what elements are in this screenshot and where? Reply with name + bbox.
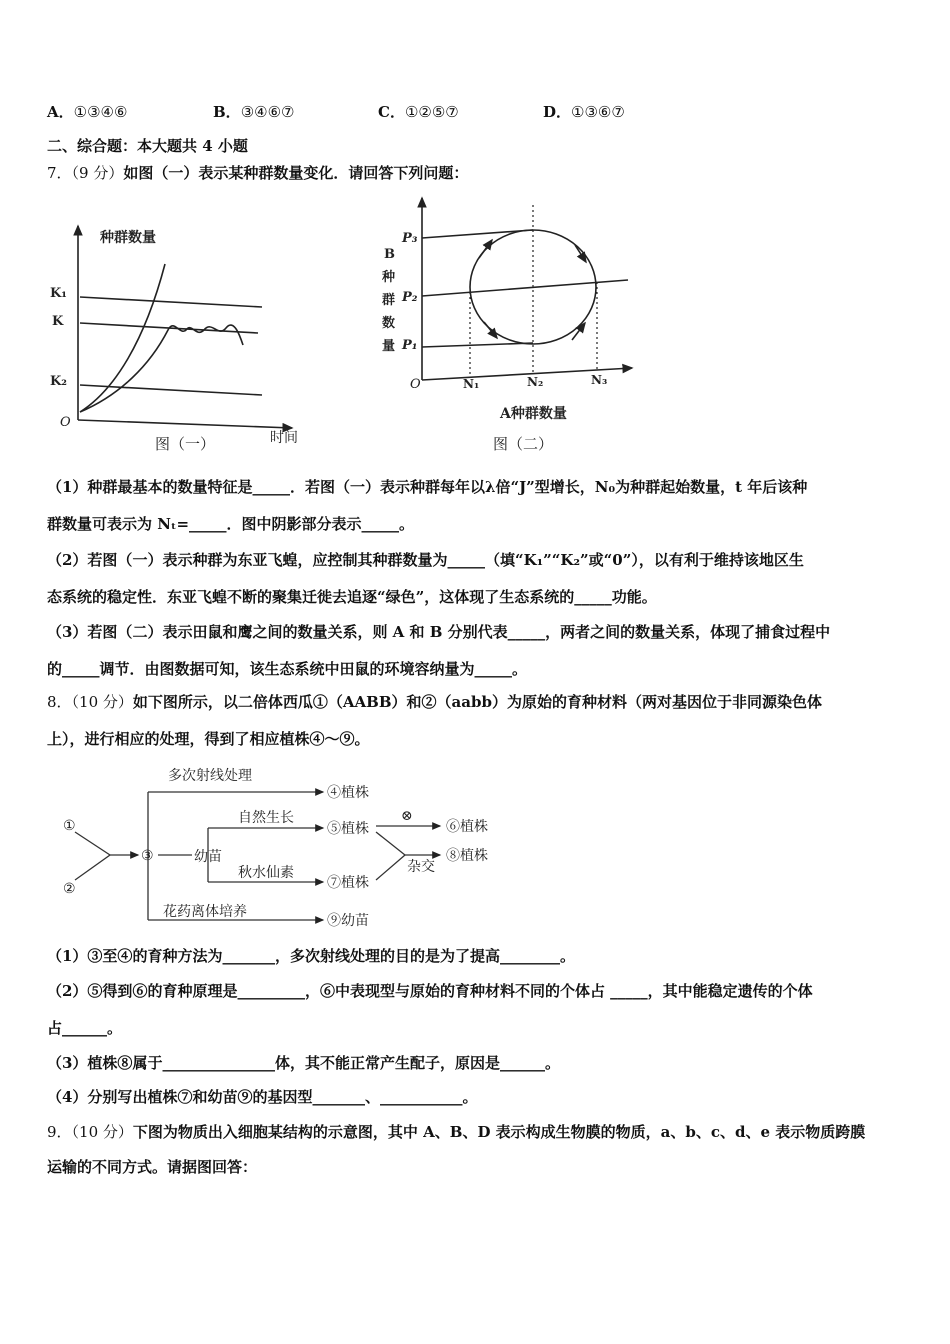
q8-line-1: （1）③至④的育种方法为_______，多次射线处理的目的是为了提高________。 (47, 947, 575, 965)
fig2-n2-label: N₂ (527, 375, 544, 389)
fig1-xlabel: 时间 (270, 430, 298, 446)
question-number: 8． (47, 693, 72, 711)
fig2-p3-label: P₃ (402, 231, 418, 246)
fig2-origin: O (410, 377, 421, 392)
fig2-p2-label: P₂ (402, 290, 418, 305)
node-7: ⑦植株 (327, 875, 369, 891)
label-anther-culture: 花药离体培养 (163, 904, 247, 920)
label-seedling: 幼苗 (194, 849, 222, 865)
q8-line-4: （3）植株⑧属于_______________体，其不能正常产生配子，原因是______。 (47, 1054, 560, 1072)
label-natural-growth: 自然生长 (238, 810, 294, 826)
question-score: （10 分） (71, 1123, 133, 1141)
section-header: 二、综合题：本大题共 4 小题 (47, 137, 248, 155)
q8-line-3: 占______。 (47, 1019, 123, 1037)
fig1-k2-label: K₂ (50, 374, 67, 389)
question-text: 如图（一）表示某种群数量变化．请回答下列问题： (123, 164, 469, 182)
q7-line-5: （3）若图（二）表示田鼠和鹰之间的数量关系，则 A 和 B 分别代表_____，两者之间的数量关系，体现了捕食过程中 (47, 623, 831, 641)
ylabel-char: B (384, 247, 395, 262)
ylabel-char: 量 (382, 339, 396, 354)
fig1-caption: 图（一） (155, 435, 216, 453)
fig1-k-label: K (52, 314, 64, 329)
q7-line-1: （1）种群最基本的数量特征是_____．若图（一）表示种群每年以λ倍“J”型增长，N₀为种群起始数量，t 年后该种 (47, 478, 808, 496)
node-1: ① (63, 818, 76, 834)
question-score: （9 分） (71, 164, 124, 182)
ylabel-char: 群 (382, 293, 396, 308)
node-6: ⑥植株 (446, 819, 488, 835)
fig1-k1-label: K₁ (50, 286, 67, 301)
fig2-n3-label: N₃ (591, 373, 608, 387)
q7-line-6: 的_____调节．由图数据可知，该生态系统中田鼠的环境容纳量为_____。 (47, 660, 528, 678)
node-5: ⑤植株 (327, 821, 369, 837)
q8-stem-2: 上），进行相应的处理，得到了相应植株④～⑨。 (47, 730, 370, 748)
option-letter: D． (543, 103, 572, 121)
fig2-p1-label: P₁ (402, 338, 418, 353)
merge-lines (75, 832, 110, 880)
q8-line-5: （4）分别写出植株⑦和幼苗⑨的基因型_______、___________。 (47, 1088, 478, 1106)
question-number: 7． (47, 164, 72, 182)
option-value: ①③④⑥ (73, 103, 128, 121)
node-3: ③ (141, 848, 154, 864)
question-number: 9． (47, 1123, 72, 1141)
option-letter: C． (378, 103, 405, 121)
option-value: ①③⑥⑦ (571, 103, 625, 121)
fig1-ylabel: 种群数量 (100, 230, 156, 246)
fig2-n1-label: N₁ (463, 377, 480, 391)
q7-line-4: 态系统的稳定性．东亚飞蝗不断的聚集迁徙去追逐“绿色”，这体现了生态系统的_____功能。 (47, 588, 657, 606)
option-letter: A． (47, 103, 74, 121)
node-2: ② (63, 881, 76, 897)
label-radiation: 多次射线处理 (168, 768, 252, 784)
fig1-origin: O (60, 415, 71, 430)
option-letter: B． (213, 103, 241, 121)
question-text: 下图为物质出入细胞某结构的示意图，其中 A、B、D 表示构成生物膜的物质，a、b、c、d、e 表示物质跨膜 (132, 1123, 866, 1141)
label-colchicine: 秋水仙素 (238, 865, 294, 881)
option-value: ①②⑤⑦ (404, 103, 459, 121)
node-8: ⑧植株 (446, 848, 488, 864)
q9-stem-2: 运输的不同方式。请据图回答： (47, 1158, 258, 1176)
ylabel-char: 数 (382, 316, 396, 331)
question-score: （10 分） (71, 693, 133, 711)
node-9: ⑨幼苗 (327, 913, 369, 929)
q9-stem-1 (47, 1123, 865, 1141)
fig2-caption: 图（二） (493, 435, 554, 453)
q8-line-2: （2）⑤得到⑥的育种原理是_________，⑥中表现型与原始的育种材料不同的个体占 _____，其中能稳定遗传的个体 (47, 982, 813, 1000)
cross-lines (376, 832, 405, 880)
option-value: ③④⑥⑦ (240, 103, 295, 121)
fig2-xlabel: A种群数量 (500, 406, 567, 422)
q7-line-3: （2）若图（一）表示种群为东亚飞蝗，应控制其种群数量为_____（填“K₁”“K₂”或“0”），以有利于维持该地区生 (47, 551, 804, 569)
ylabel-char: 种 (382, 270, 396, 285)
question-text: 如下图所示，以二倍体西瓜①（AABB）和②（aabb）为原始的育种材料（两对基因位于非同源染色体 (132, 693, 822, 711)
selfing-icon: ⊗ (401, 808, 413, 824)
node-4: ④植株 (327, 785, 369, 801)
q7-line-2: 群数量可表示为 Nₜ=_____．图中阴影部分表示_____。 (47, 515, 415, 533)
label-cross: 杂交 (407, 859, 435, 875)
